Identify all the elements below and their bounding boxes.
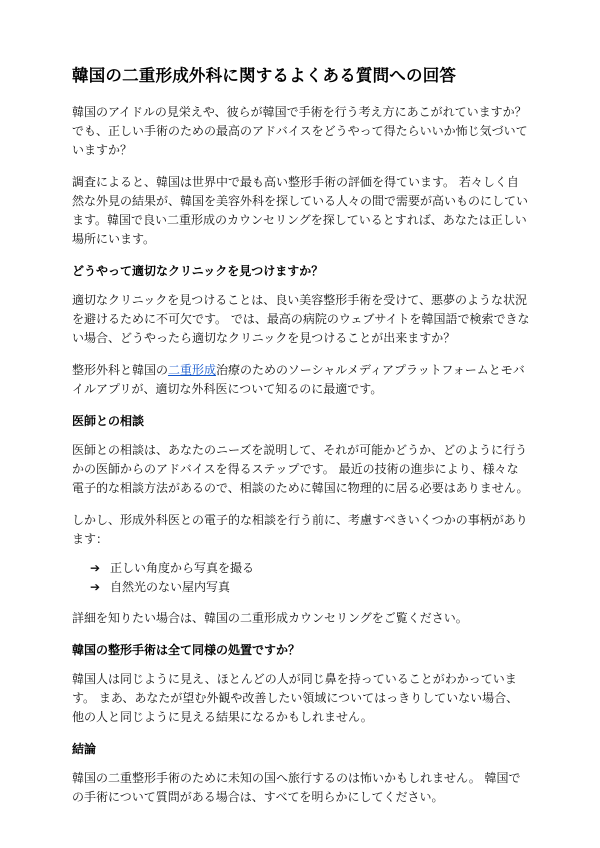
section-heading-clinic: どうやって適切なクリニックを見つけますか？	[72, 264, 324, 278]
section-heading-procedures: 韓国の整形手術は全て同様の処置ですか？	[72, 643, 301, 657]
list-item	[90, 578, 530, 597]
list-item-text: 自然光のない屋内写真	[110, 580, 231, 594]
consultation-paragraph-2: しかし、形成外科医との電子的な相談を行う前に、考慮すべきいくつかの事柄があります：	[72, 513, 528, 546]
arrow-right-icon: ➔	[90, 561, 101, 575]
section-heading-consultation: 医師との相談	[72, 414, 145, 428]
consultation-paragraph-3: 詳細を知りたい場合は、韓国の二重形成カウンセリングをご覧ください。	[72, 611, 468, 625]
procedures-paragraph-1: 韓国人は同じように見え、ほとんどの人が同じ鼻を持っていることがわかっています。 まあ、あなたが望む外観や改善したい領域についてはっきりしていない場合、他の人と同じように見える結果になるかもしれません。	[72, 672, 519, 724]
double-eyelid-link[interactable]: 二重形成	[168, 363, 217, 377]
clinic-paragraph-2-text-after: 治療のためのソーシャルメディアプラットフォームとモバイルアプリが、適切な外科医について知るのに最適です。	[72, 363, 525, 396]
clinic-paragraph-2	[72, 361, 530, 399]
list-item	[90, 559, 530, 578]
page-title: 韓国の二重形成外科に関するよくある質問への回答	[72, 66, 457, 85]
clinic-paragraph-1: 適切なクリニックを見つけることは、良い美容整形手術を受けて、悪夢のような状況を避けるために不可欠です。 では、最高の病院のウェブサイトを韓国語で検索できない場合、どうやったら適切なクリニックを見つけることが出来ますか？	[72, 293, 530, 345]
arrow-right-icon: ➔	[90, 580, 101, 594]
consultation-paragraph-1: 医師との相談は、あなたのニーズを説明して、それが可能かどうか、どのように行うかの医師からのアドバイスを得るステップです。 最近の技術の進歩により、様々な電子的な相談方法があるので、相談のために韓国に物理的に居る必要はありません。	[72, 443, 529, 495]
consideration-list	[72, 559, 530, 597]
intro-paragraph-1: 韓国のアイドルの見栄えや、彼らが韓国で手術を行う考え方にあこがれていますか？ でも、正しい手術のための最高のアドバイスをどうやって得たらいいか怖じ気づいていますか？	[72, 105, 528, 157]
conclusion-paragraph-1: 韓国の二重整形手術のために未知の国へ旅行するのは怖いかもしれません。 韓国での手術について質問がある場合は、すべてを明らかにしてください。	[72, 771, 521, 804]
section-heading-conclusion: 結論	[72, 742, 97, 756]
list-item-text: 正しい角度から写真を撮る	[110, 561, 255, 575]
clinic-paragraph-2-text-before: 整形外科と韓国の	[72, 363, 169, 377]
intro-paragraph-2: 調査によると、韓国は世界中で最も高い整形手術の評価を得ています。 若々しく自然な外見の結果が、韓国を美容外科を探している人々の間で需要が高いものにしています。韓国で良い二重形成のカウンセリングを探しているとすれば、あなたは正しい場所にいます。	[72, 175, 529, 246]
